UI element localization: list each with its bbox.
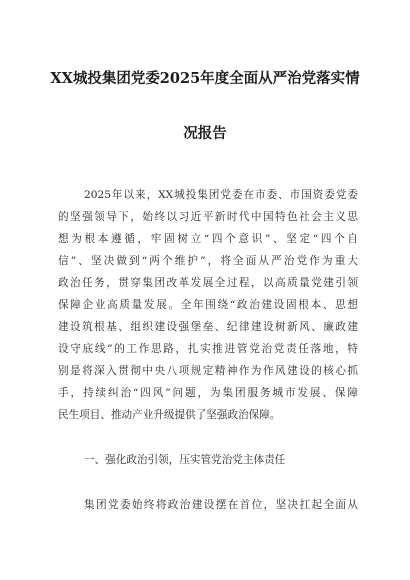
- paragraph-line: 别是将深入贯彻中央八项规定精神作为作风建设的核心抓: [58, 365, 358, 377]
- paragraph-line: 设守底线”的工作思路，扎实推进管党治党责任落地，特: [58, 343, 358, 355]
- paragraph-line: 民生项目、推动产业升级提供了坚强政治保障。: [58, 409, 281, 421]
- paragraph-line: 政治任务，贯穿集团改革发展全过程，以高质量党建引领: [58, 277, 358, 289]
- document-title-line-1: XX城投集团党委2025年度全面从严治党落实情: [50, 70, 360, 87]
- paragraph-line: 手，持续纠治“四风”问题，为集团服务城市发展、保障: [58, 387, 358, 399]
- paragraph-line: 想为根本遵循，牢固树立“四个意识”、坚定“四个自: [58, 233, 358, 245]
- paragraph-line: 信”、坚决做到“两个维护”，将全面从严治党作为重大: [58, 255, 358, 267]
- paragraph-line: 集团党委始终将政治建设摆在首位，坚决扛起全面从: [84, 499, 358, 511]
- paragraph-line: 2025年以来，XX城投集团党委在市委、市国资委党委: [84, 189, 358, 201]
- paragraph-line: 保障企业高质量发展。全年围绕“政治建设固根本、思想: [58, 299, 358, 311]
- document-title-line-2: 况报告: [183, 125, 227, 142]
- section-heading: 一、强化政治引领，压实管党治党主体责任: [84, 454, 286, 466]
- paragraph-line: 建设筑根基、组织建设强堡垒、纪律建设树新风、廉政建: [58, 321, 358, 333]
- paragraph-line: 的坚强领导下，始终以习近平新时代中国特色社会主义思: [58, 211, 358, 223]
